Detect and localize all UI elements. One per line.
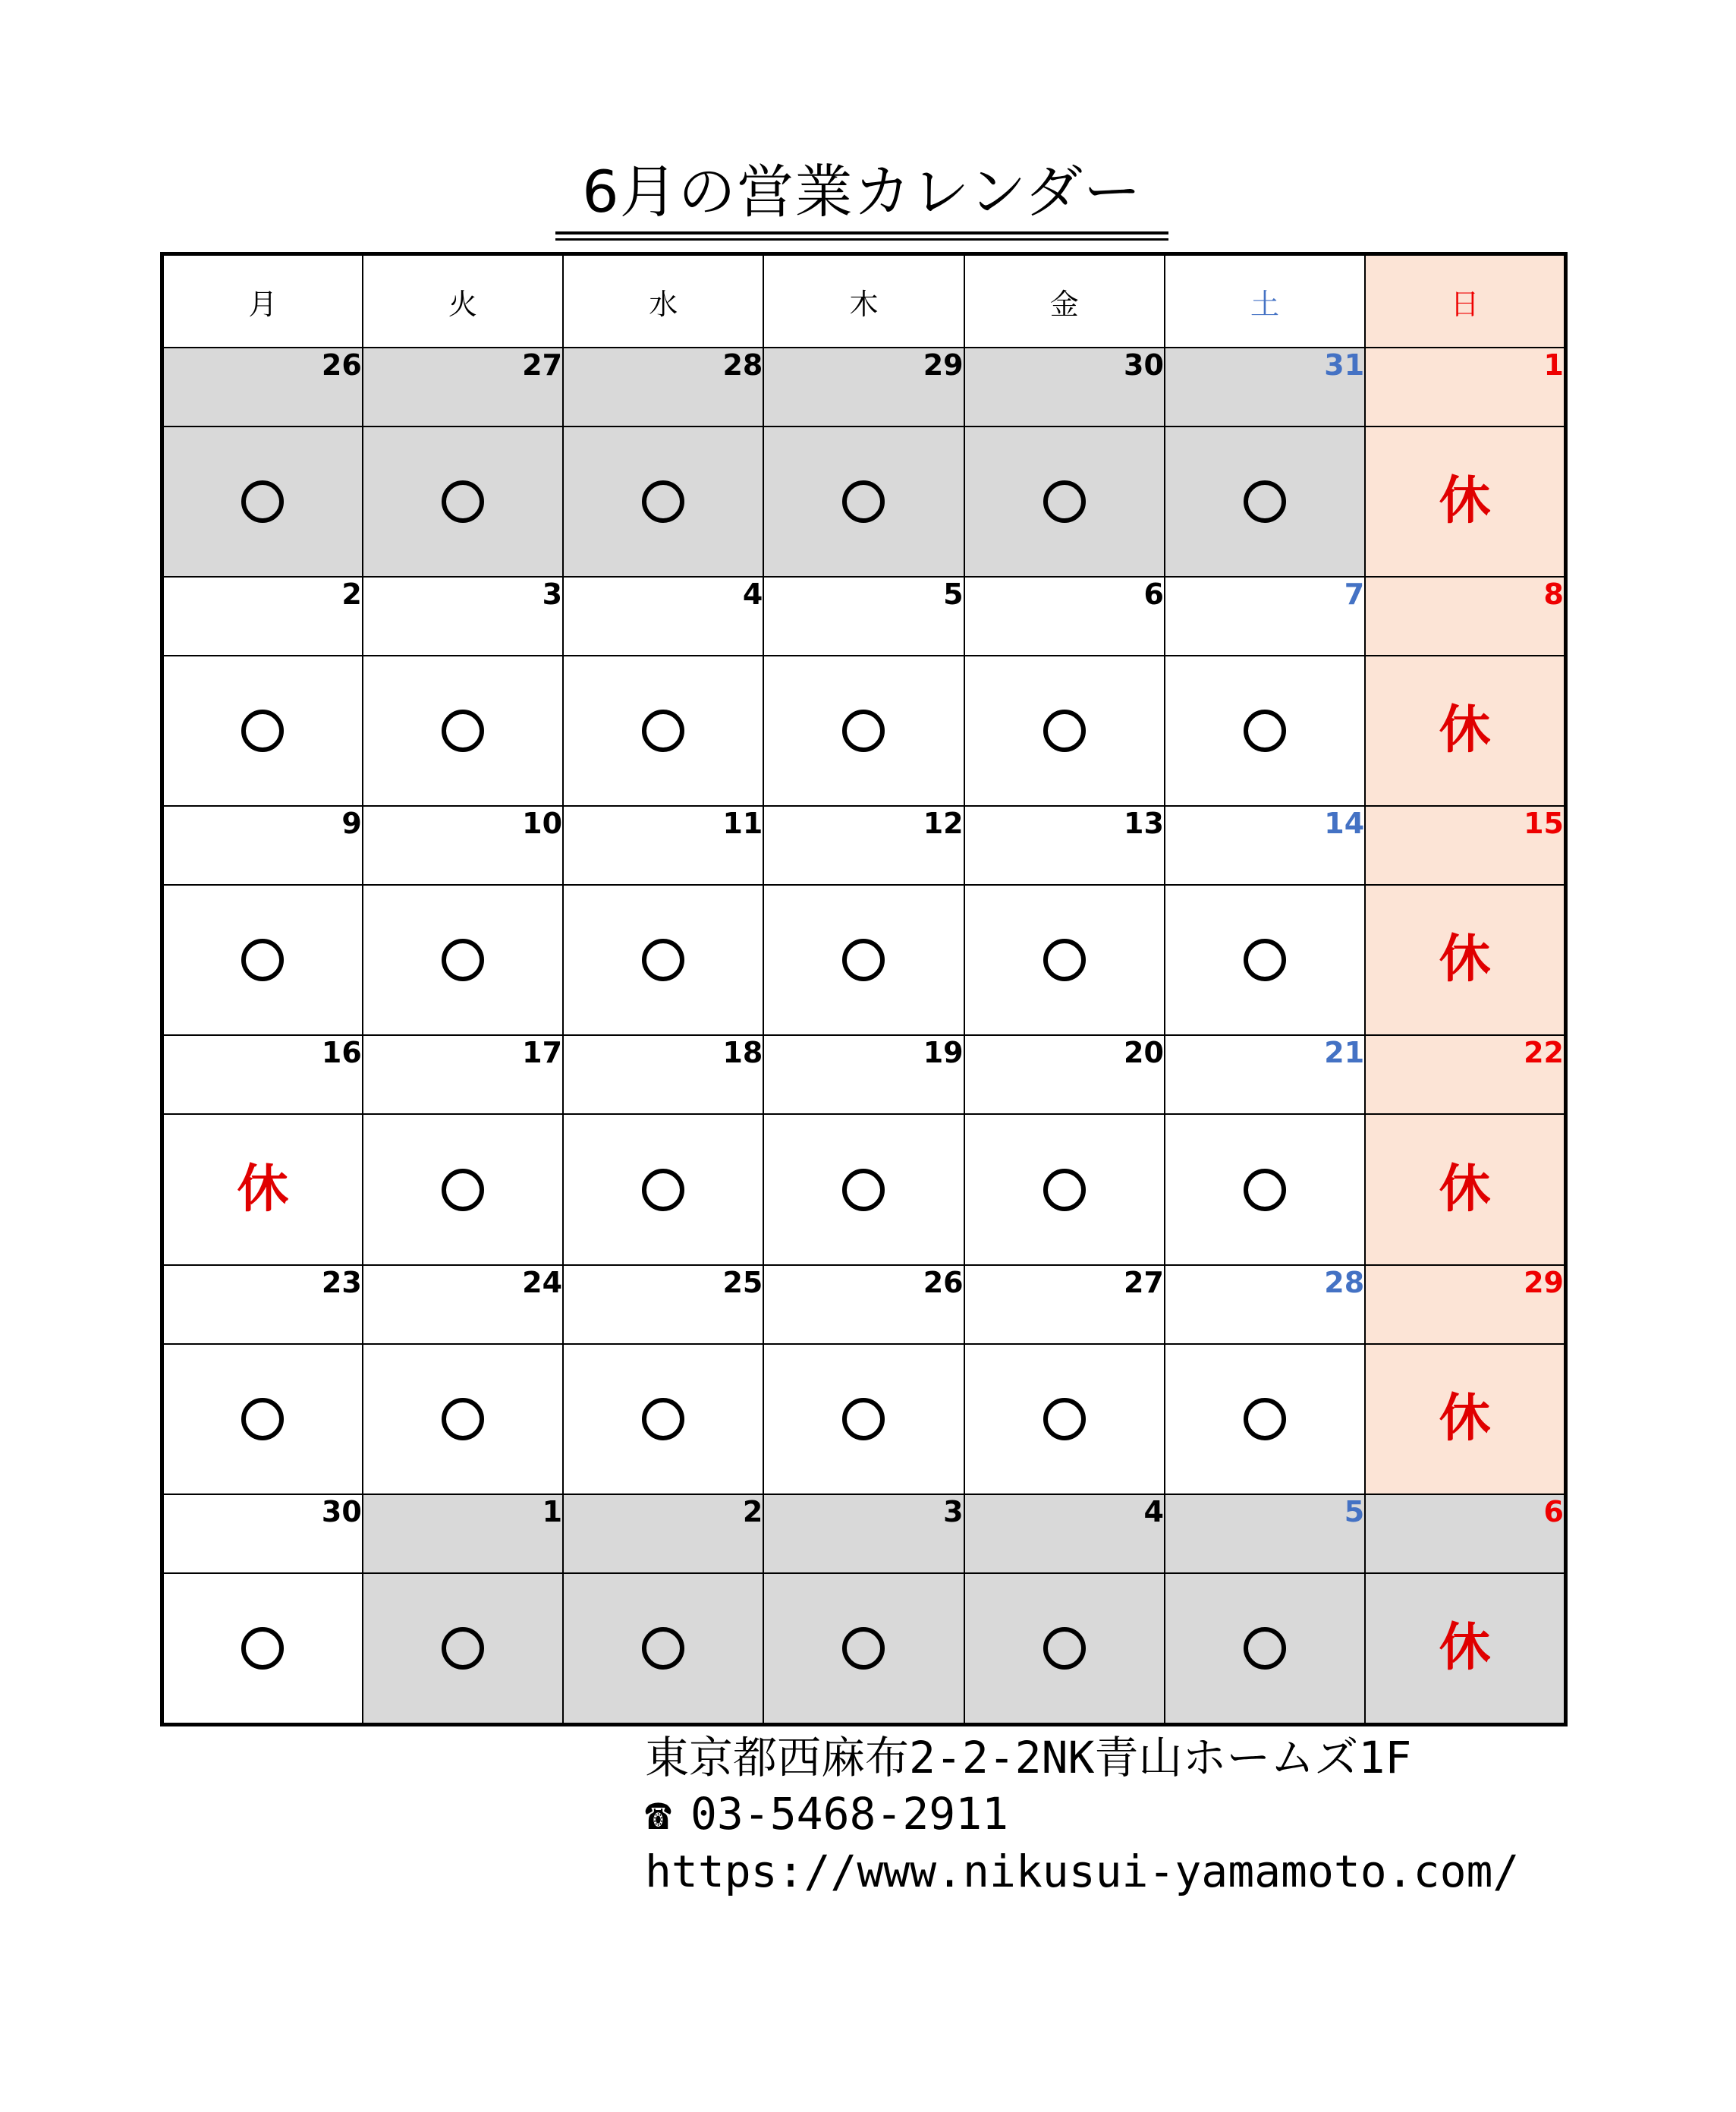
day-status-cell bbox=[1365, 1573, 1565, 1725]
weekday-thu: 木 bbox=[763, 254, 964, 348]
day-status-cell bbox=[763, 1573, 964, 1725]
day-status-cell bbox=[1365, 1114, 1565, 1264]
day-number: 10 bbox=[363, 806, 563, 885]
closed-mark: 休 bbox=[1439, 1617, 1491, 1678]
day-number: 9 bbox=[162, 806, 363, 885]
day-number: 3 bbox=[763, 1494, 964, 1573]
open-circle-icon bbox=[642, 939, 684, 981]
open-circle-icon bbox=[442, 1398, 484, 1440]
open-circle-icon bbox=[442, 480, 484, 523]
open-circle-icon bbox=[1043, 1398, 1086, 1440]
weekday-wed: 水 bbox=[563, 254, 763, 348]
day-number: 24 bbox=[363, 1265, 563, 1344]
day-status-cell bbox=[763, 885, 964, 1035]
day-status-cell bbox=[363, 885, 563, 1035]
open-circle-icon bbox=[442, 1169, 484, 1211]
open-circle-icon bbox=[1244, 1398, 1286, 1440]
day-number: 16 bbox=[162, 1035, 363, 1114]
closed-mark: 休 bbox=[1439, 1388, 1491, 1449]
day-status-cell bbox=[1165, 426, 1365, 577]
day-number: 23 bbox=[162, 1265, 363, 1344]
telephone-icon: ☎ bbox=[645, 1788, 671, 1840]
business-calendar bbox=[160, 252, 1568, 1726]
date-row bbox=[162, 577, 1566, 656]
open-circle-icon bbox=[842, 939, 885, 981]
day-status-cell bbox=[964, 656, 1165, 806]
open-circle-icon bbox=[642, 1169, 684, 1211]
open-circle-icon bbox=[642, 710, 684, 752]
open-circle-icon bbox=[1244, 710, 1286, 752]
title-block bbox=[555, 156, 1168, 241]
date-row bbox=[162, 348, 1566, 426]
open-circle-icon bbox=[241, 710, 284, 752]
day-number: 29 bbox=[763, 348, 964, 426]
day-number: 6 bbox=[1365, 1494, 1565, 1573]
status-row bbox=[162, 885, 1566, 1035]
day-number: 22 bbox=[1365, 1035, 1565, 1114]
day-status-cell bbox=[563, 426, 763, 577]
open-circle-icon bbox=[1244, 939, 1286, 981]
open-circle-icon bbox=[241, 939, 284, 981]
day-status-cell bbox=[563, 1344, 763, 1494]
day-status-cell bbox=[964, 1344, 1165, 1494]
closed-mark: 休 bbox=[1439, 1159, 1491, 1220]
day-number: 1 bbox=[1365, 348, 1565, 426]
day-number: 4 bbox=[964, 1494, 1165, 1573]
day-status-cell bbox=[162, 1344, 363, 1494]
open-circle-icon bbox=[842, 710, 885, 752]
status-row bbox=[162, 1344, 1566, 1494]
weekday-tue: 火 bbox=[363, 254, 563, 348]
day-number: 17 bbox=[363, 1035, 563, 1114]
date-row bbox=[162, 1035, 1566, 1114]
open-circle-icon bbox=[842, 1398, 885, 1440]
day-status-cell bbox=[363, 1573, 563, 1725]
day-status-cell bbox=[1165, 656, 1365, 806]
open-circle-icon bbox=[642, 1398, 684, 1440]
day-status-cell bbox=[1365, 1344, 1565, 1494]
day-number: 5 bbox=[1165, 1494, 1365, 1573]
open-circle-icon bbox=[241, 1398, 284, 1440]
day-number: 7 bbox=[1165, 577, 1365, 656]
day-number: 4 bbox=[563, 577, 763, 656]
open-circle-icon bbox=[1043, 710, 1086, 752]
date-row bbox=[162, 1265, 1566, 1344]
day-status-cell bbox=[763, 1344, 964, 1494]
day-number: 26 bbox=[162, 348, 363, 426]
day-number: 30 bbox=[162, 1494, 363, 1573]
open-circle-icon bbox=[842, 480, 885, 523]
open-circle-icon bbox=[241, 1627, 284, 1670]
day-status-cell bbox=[162, 885, 363, 1035]
open-circle-icon bbox=[1043, 939, 1086, 981]
open-circle-icon bbox=[1244, 1169, 1286, 1211]
closed-mark: 休 bbox=[1439, 930, 1491, 990]
day-number: 6 bbox=[964, 577, 1165, 656]
weekday-header-row bbox=[162, 254, 1566, 348]
status-row bbox=[162, 656, 1566, 806]
open-circle-icon bbox=[642, 1627, 684, 1670]
open-circle-icon bbox=[842, 1169, 885, 1211]
day-status-cell bbox=[1165, 1573, 1365, 1725]
day-number: 5 bbox=[763, 577, 964, 656]
date-row bbox=[162, 1494, 1566, 1573]
day-status-cell bbox=[964, 885, 1165, 1035]
day-status-cell bbox=[563, 885, 763, 1035]
day-number: 8 bbox=[1365, 577, 1565, 656]
day-number: 1 bbox=[363, 1494, 563, 1573]
day-number: 12 bbox=[763, 806, 964, 885]
open-circle-icon bbox=[1043, 480, 1086, 523]
open-circle-icon bbox=[1244, 1627, 1286, 1670]
day-status-cell bbox=[563, 656, 763, 806]
day-status-cell bbox=[1165, 1344, 1365, 1494]
day-number: 30 bbox=[964, 348, 1165, 426]
open-circle-icon bbox=[842, 1627, 885, 1670]
day-status-cell bbox=[1165, 1114, 1365, 1264]
day-number: 20 bbox=[964, 1035, 1165, 1114]
open-circle-icon bbox=[442, 710, 484, 752]
day-status-cell bbox=[1165, 885, 1365, 1035]
day-status-cell bbox=[363, 656, 563, 806]
open-circle-icon bbox=[1244, 480, 1286, 523]
day-status-cell bbox=[1365, 426, 1565, 577]
day-number: 11 bbox=[563, 806, 763, 885]
day-status-cell bbox=[563, 1114, 763, 1264]
day-status-cell bbox=[964, 1573, 1165, 1725]
phone-line bbox=[645, 1785, 1519, 1843]
day-status-cell bbox=[964, 426, 1165, 577]
day-number: 3 bbox=[363, 577, 563, 656]
day-number: 28 bbox=[1165, 1265, 1365, 1344]
open-circle-icon bbox=[1043, 1169, 1086, 1211]
closed-mark: 休 bbox=[1439, 471, 1491, 532]
day-number: 31 bbox=[1165, 348, 1365, 426]
day-number: 15 bbox=[1365, 806, 1565, 885]
day-number: 28 bbox=[563, 348, 763, 426]
day-number: 25 bbox=[563, 1265, 763, 1344]
day-status-cell bbox=[363, 1344, 563, 1494]
day-status-cell bbox=[763, 1114, 964, 1264]
weekday-sun: 日 bbox=[1365, 254, 1565, 348]
day-status-cell bbox=[162, 1114, 363, 1264]
address: 東京都西麻布2-2-2NK青山ホームズ1F bbox=[645, 1732, 1412, 1783]
day-status-cell bbox=[563, 1573, 763, 1725]
closed-mark: 休 bbox=[1439, 700, 1491, 761]
day-number: 27 bbox=[964, 1265, 1165, 1344]
open-circle-icon bbox=[642, 480, 684, 523]
day-status-cell bbox=[363, 426, 563, 577]
day-status-cell bbox=[763, 426, 964, 577]
day-status-cell bbox=[162, 656, 363, 806]
open-circle-icon bbox=[1043, 1627, 1086, 1670]
day-number: 21 bbox=[1165, 1035, 1365, 1114]
status-row bbox=[162, 426, 1566, 577]
day-status-cell bbox=[162, 1573, 363, 1725]
phone-number[interactable]: 03-5468-2911 bbox=[690, 1788, 1009, 1840]
website-link[interactable]: https://www.nikusui-yamamoto.com/ bbox=[645, 1846, 1520, 1897]
day-number: 14 bbox=[1165, 806, 1365, 885]
day-number: 26 bbox=[763, 1265, 964, 1344]
weekday-fri: 金 bbox=[964, 254, 1165, 348]
day-number: 13 bbox=[964, 806, 1165, 885]
title-double-underline bbox=[555, 231, 1168, 241]
day-status-cell bbox=[162, 426, 363, 577]
day-status-cell bbox=[964, 1114, 1165, 1264]
day-number: 2 bbox=[162, 577, 363, 656]
status-row bbox=[162, 1114, 1566, 1264]
day-number: 19 bbox=[763, 1035, 964, 1114]
closed-mark: 休 bbox=[237, 1159, 289, 1220]
day-status-cell bbox=[1365, 885, 1565, 1035]
day-number: 29 bbox=[1365, 1265, 1565, 1344]
day-status-cell bbox=[1365, 656, 1565, 806]
footer-info bbox=[645, 1730, 1519, 1900]
open-circle-icon bbox=[442, 939, 484, 981]
open-circle-icon bbox=[241, 480, 284, 523]
weekday-mon: 月 bbox=[162, 254, 363, 348]
day-number: 18 bbox=[563, 1035, 763, 1114]
weekday-sat: 土 bbox=[1165, 254, 1365, 348]
day-number: 27 bbox=[363, 348, 563, 426]
open-circle-icon bbox=[442, 1627, 484, 1670]
page-title: 6月の営業カレンダー bbox=[582, 158, 1142, 225]
status-row bbox=[162, 1573, 1566, 1725]
day-number: 2 bbox=[563, 1494, 763, 1573]
date-row bbox=[162, 806, 1566, 885]
day-status-cell bbox=[363, 1114, 563, 1264]
day-status-cell bbox=[763, 656, 964, 806]
